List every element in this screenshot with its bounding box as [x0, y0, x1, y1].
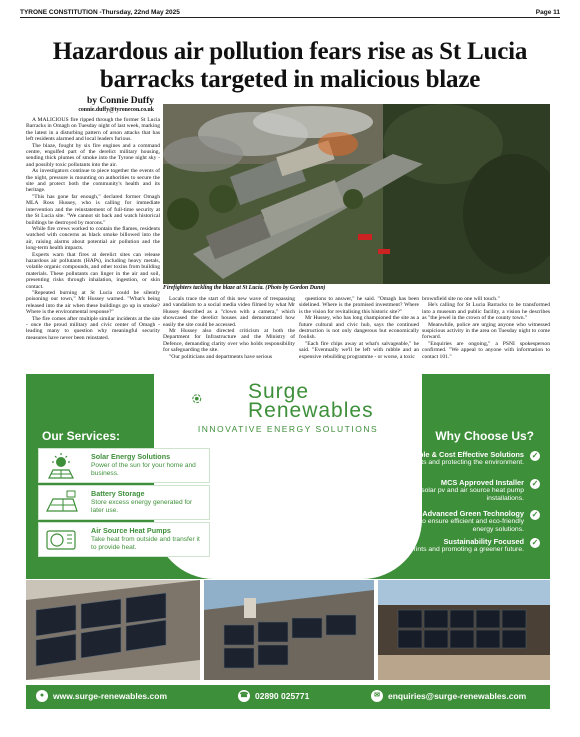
brand-name-line-2: Renewables: [248, 399, 374, 422]
article-headline: Hazardous air pollution fears rise as St Lucia barracks targeted in malicious blaze: [52, 38, 528, 93]
installation-photos: [26, 580, 550, 680]
article-column-3: [299, 296, 419, 360]
check-icon: ✓: [531, 538, 539, 547]
paragraph: He's calling for St Lucia Barracks to be transformed into a museum and public facility, a vision he describes as "the jewel in the crown of the county town.": [422, 302, 550, 322]
phone-link[interactable]: [238, 690, 309, 702]
why-item-title: Sustainability Focused: [443, 537, 524, 546]
why-item-title: Advanced Green Technology: [422, 509, 524, 518]
why-item-sustainability: [304, 537, 538, 554]
services-title: Our Services:: [42, 429, 121, 443]
article-column-1: [26, 117, 160, 341]
why-item-technology: [304, 509, 538, 533]
paragraph: Mr Hussey, who has long championed the site as a future cultural and civic hub, says the continued destruction is not only dangerous but economically foolish.: [299, 315, 419, 341]
fire-aerial-photo: [163, 104, 550, 284]
battery-panel-icon: [43, 489, 79, 516]
heat-pump-icon: [43, 526, 79, 553]
roof-panels-illustration: [204, 580, 374, 680]
website-text: www.surge-renewables.com: [53, 691, 167, 701]
email-text: enquiries@surge-renewables.com: [388, 691, 527, 701]
why-item-renewable: [304, 450, 538, 467]
phone-text: 02890 025771: [255, 691, 310, 701]
advert-contact-bar: [26, 685, 550, 709]
paragraph: brownfield site no one will touch.": [422, 296, 500, 302]
service-description: Power of the sun for your home and business.: [91, 462, 196, 477]
paragraph: "Repeated burning at St Lucia could be silently poisoning our town," Mr Hussey warned. "What's being released into the air when these buildings go up in smoke? Where is the environmental response?": [26, 289, 160, 316]
fire-photo-illustration: [163, 104, 550, 284]
paragraph: Mr Hussey also directed criticism at both the Department for Infrastructure and the Ministry of Defence, demanding clarity over who holds responsibility for safeguarding the site.: [163, 328, 295, 354]
author-name: by Connie Duffy: [86, 96, 154, 106]
website-link[interactable]: [36, 690, 167, 702]
solar-sun-icon: [43, 452, 79, 479]
page-header: [20, 4, 560, 18]
paragraph: The fire comes after multiple similar incidents at the site - once the proud military and civic center of Omagh - leading many to question why meaningful security measures have never been reinstated.: [26, 315, 160, 341]
paragraph: Meanwhile, police are urging anyone who witnessed suspicious activity in the area on Tuesday night to come forward.: [422, 321, 550, 341]
paragraph: As investigators continue to piece together the events of the night, pressure is mounting on authorities to secure the site and protect both the community's health and its heritage.: [26, 168, 160, 194]
brand-name-line-1: Surge: [248, 380, 310, 403]
service-card-solar: [38, 448, 210, 483]
paragraph: questions to answer," he said. "Omagh has been sidelined. Where is the promised investment? Where is the vision for revitalising this historic site?": [299, 296, 419, 315]
service-title: Air Source Heat Pumps: [91, 526, 171, 535]
surge-logo-icon: [191, 380, 241, 420]
service-title: Solar Energy Solutions: [91, 452, 171, 461]
check-icon: ✓: [531, 451, 539, 460]
email-icon: ✉: [371, 690, 383, 702]
why-item-description: We are fully MCS-accredited for solar pv and air source heat pump installations.: [323, 487, 524, 502]
paragraph: Locals trace the start of this new wave of trespassing and vandalism to a social media video filmed by what Mr Hussey described as a "clown with a camera," which showcased the derelict houses and demonstrated how easily the site could be accessed.: [163, 296, 295, 328]
surge-renewables-advert: [26, 374, 550, 714]
service-description: Take heat from outside and transfer it to provide heat.: [91, 536, 200, 551]
paragraph: Experts warn that fires at derelict sites can release hazardous air pollutants (HAPs), including heavy metals, volatile organic compounds, and other toxins from building materials. These pollutants can linger in the air and soil, presenting risks through inhalation, ingestion, or skin contact.: [26, 251, 160, 290]
service-title: Battery Storage: [91, 489, 145, 498]
why-choose-title: Why Choose Us?: [435, 429, 534, 443]
solar-roof-photo-3: [378, 580, 550, 680]
paragraph: "Each fire chips away at what's salvageable," he said. "Eventually we'll be left with rubble and an expensive rebuilding programme - or worse, a toxic: [299, 340, 419, 360]
advert-green-panel: [26, 374, 550, 579]
roof-panels-illustration: [26, 580, 200, 680]
why-item-title: MCS Approved Installer: [440, 478, 524, 487]
paragraph: "Our politicians and departments have serious: [169, 353, 273, 360]
paragraph: "This has gone far enough," declared former Omagh MLA Ross Hussey, who is calling for immediate intervention and the reinstatement of full-time security at the St Lucia site. "We cannot sit back and watch historical buildings be destroyed by morons.": [26, 193, 160, 226]
paragraph: While fire crews worked to contain the flames, residents watched with concerns as black smoke billowed into the air, raising alarms about potential air pollution and the long-term health impacts.: [26, 225, 160, 252]
photo-caption: Firefighters tackling the blaze at St Lucia. (Photo by Gordon Dunn): [163, 285, 326, 291]
paragraph: "Enquiries are ongoing," a PSNI spokesperson confirmed. "We appeal to anyone with information to contact 101.": [422, 340, 550, 360]
globe-icon: ●: [36, 690, 48, 702]
service-card-battery: [38, 485, 210, 520]
article-column-4: [422, 296, 550, 360]
paragraph: A MALICIOUS fire ripped through the former St Lucia Barracks in Omagh on Tuesday night of last week, marking the latest in a disturbing pattern of arson attacks that has left residents alarmed and local leaders furious.: [26, 117, 160, 143]
check-icon: ✓: [531, 479, 539, 488]
author-email: connie.duffy@tyronecon.co.uk: [78, 107, 154, 113]
why-item-mcs: [304, 478, 538, 502]
article-column-2: [163, 296, 295, 360]
brand-tagline: INNOVATIVE ENERGY SOLUTIONS: [197, 424, 379, 434]
why-item-description: Committed to reducing carbon footprints and promoting a greener future.: [305, 546, 524, 553]
check-icon: ✓: [531, 510, 539, 519]
solar-roof-photo-1: [26, 580, 200, 680]
roof-panels-illustration: [378, 580, 550, 680]
solar-roof-photo-2: [204, 580, 374, 680]
why-item-description: Uses natural energy, lowering costs and protecting the environment.: [319, 459, 524, 466]
phone-icon: ☎: [238, 690, 250, 702]
byline: [45, 96, 160, 114]
service-description: Store excess energy generated for later use.: [91, 499, 193, 514]
publication-date: TYRONE CONSTITUTION -Thursday, 22nd May 2025: [20, 9, 180, 16]
email-link[interactable]: [371, 690, 526, 702]
why-item-title: Renewable & Cost Effective Solutions: [390, 450, 524, 459]
why-item-description: We apply the latest innovations to ensure efficient and eco-friendly energy solutions.: [324, 518, 524, 533]
page-number: Page 11: [535, 9, 560, 16]
paragraph: The blaze, fought by six fire engines and a command centre, engulfed part of the derelict military housing, sending thick plumes of smoke into the Tyrone night sky - and possibly toxic pollutants into the air.: [26, 142, 160, 168]
service-card-heat-pump: [38, 522, 210, 557]
